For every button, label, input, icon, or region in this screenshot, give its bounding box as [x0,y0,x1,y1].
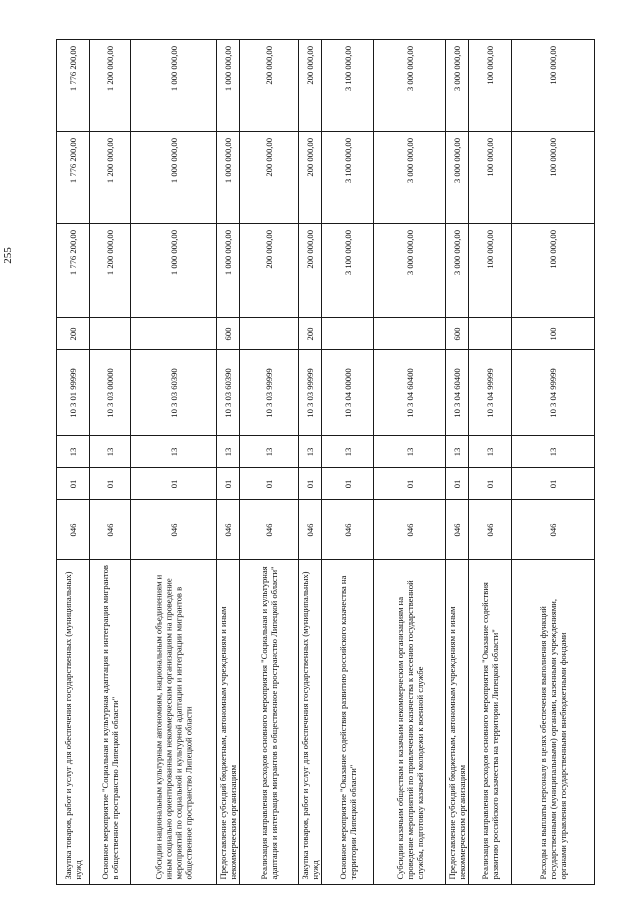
cell-name [130,559,217,885]
cell-sum-3 [373,39,446,132]
cell-sum-2 [56,131,90,224]
cell-sum-2 [89,131,131,224]
cell-text: 3 100 000,00 [342,137,353,183]
cell-text: 13 [484,447,495,456]
cell-text: Субсидии национальным культурным автономиям, национальным объединениям и иным социально ориентированным некоммерческим организациям на проведение мероприятий по социальной и культурной адаптации и интеграции мигрантов в общественное пространство Липецкой области [153,574,194,880]
cell-text: 10 3 04 99999 [484,367,495,418]
cell-subsection [511,435,595,468]
page-number-text: 255 [1,246,14,264]
cell-name [373,559,446,885]
cell-text: 13 [168,447,179,456]
cell-sum-1 [56,223,90,318]
cell-text: 10 3 04 00000 [342,367,353,418]
cell-sum-2 [321,131,374,224]
cell-text: 13 [263,447,274,456]
cell-section [56,467,90,500]
cell-sum-1 [468,223,512,318]
cell-sum-1 [373,223,446,318]
cell-text: Закупка товаров, работ и услуг для обеспечения государственных (муниципальных) нужд [62,571,83,880]
cell-text: Расходы на выплаты персоналу в целях обеспечения выполнения функций государственными (муниципальными) органами, казенными учреждениями, органами управления государственными внебюджетными фондами [537,598,569,880]
cell-section [373,467,446,500]
cell-name [511,559,595,885]
cell-name [321,559,374,885]
cell-text: 01 [404,479,415,488]
cell-sum-3 [216,39,240,132]
cell-text: 3 000 000,00 [404,45,415,91]
cell-sum-2 [130,131,217,224]
cell-sum-1 [321,223,374,318]
cell-text: 3 100 000,00 [342,229,353,275]
cell-sum-2 [373,131,446,224]
cell-text: 046 [304,523,315,536]
cell-text: 100 000,00 [547,229,558,269]
cell-ministry [511,499,595,560]
cell-text: Субсидии казачьим обществам и казачьим некоммерческим организациям на проведение мероприятий по привлечению казачества к несению государственной службы, подготовку казачьей молодежи к военной службе [394,580,425,880]
cell-target [373,349,446,436]
cell-sum-1 [298,223,322,318]
cell-text: 13 [404,447,415,456]
cell-text: 1 200 000,00 [104,229,115,275]
cell-text: 10 3 03 60390 [222,367,233,418]
cell-text: 046 [342,523,353,536]
cell-text: 100 000,00 [484,45,495,85]
cell-expense [130,317,217,350]
cell-subsection [373,435,446,468]
cell-ministry [321,499,374,560]
cell-text: 046 [404,523,415,536]
cell-text: 01 [451,479,462,488]
cell-target [298,349,322,436]
cell-text: 10 3 03 99999 [304,367,315,418]
cell-text: 1 000 000,00 [222,45,233,91]
cell-text: 046 [222,523,233,536]
cell-text: 200 000,00 [263,45,274,85]
cell-section [321,467,374,500]
cell-subsection [239,435,299,468]
cell-text: 100 000,00 [547,45,558,85]
cell-text: 1 200 000,00 [104,137,115,183]
cell-text: 10 3 01 99999 [67,367,78,418]
cell-text: 046 [67,523,78,536]
cell-section [216,467,240,500]
cell-section [445,467,469,500]
cell-subsection [216,435,240,468]
cell-text: 01 [304,479,315,488]
cell-target [321,349,374,436]
cell-text: 1 000 000,00 [168,45,179,91]
cell-text: Предоставление субсидий бюджетным, автономным учреждениям и иным некоммерческим организациям [446,606,467,880]
cell-sum-3 [321,39,374,132]
cell-name [445,559,469,885]
cell-sum-3 [511,39,595,132]
cell-text: 10 3 04 60400 [404,367,415,418]
cell-text: Реализация направления расходов основного мероприятия "Социальная и культурная адаптация и интеграция мигрантов в общественное пространство Липецкой области" [258,566,279,880]
cell-subsection [321,435,374,468]
cell-text: 13 [104,447,115,456]
cell-subsection [468,435,512,468]
cell-text: 13 [547,447,558,456]
cell-text: 100 [547,327,558,340]
cell-sum-2 [445,131,469,224]
cell-text: 1 776 200,00 [67,45,78,91]
cell-text: 01 [104,479,115,488]
cell-sum-1 [130,223,217,318]
cell-expense [373,317,446,350]
cell-sum-3 [468,39,512,132]
cell-text: 200 [304,327,315,340]
cell-text: 01 [484,479,495,488]
cell-text: 100 000,00 [484,137,495,177]
cell-name [89,559,131,885]
cell-name [239,559,299,885]
cell-target [511,349,595,436]
cell-sum-3 [298,39,322,132]
cell-ministry [89,499,131,560]
cell-text: 01 [222,479,233,488]
cell-target [89,349,131,436]
cell-text: 046 [263,523,274,536]
cell-text: 3 000 000,00 [404,137,415,183]
cell-text: 046 [451,523,462,536]
cell-target [130,349,217,436]
cell-subsection [445,435,469,468]
cell-text: 100 000,00 [547,137,558,177]
cell-ministry [130,499,217,560]
cell-text: 1 776 200,00 [67,137,78,183]
cell-name [56,559,90,885]
cell-text: 200 000,00 [263,137,274,177]
cell-sum-3 [445,39,469,132]
cell-text: Основное мероприятие "Оказание содействия развитию российского казачества на территории Липецкой области" [337,575,358,880]
cell-text: 200 000,00 [304,137,315,177]
cell-ministry [373,499,446,560]
cell-text: 3 100 000,00 [342,45,353,91]
cell-name [468,559,512,885]
cell-section [468,467,512,500]
cell-target [216,349,240,436]
cell-ministry [445,499,469,560]
cell-sum-2 [216,131,240,224]
cell-text: 10 3 03 99999 [263,367,274,418]
cell-text: Закупка товаров, работ и услуг для обеспечения государственных (муниципальных) нужд [299,571,320,880]
cell-sum-1 [445,223,469,318]
cell-text: 01 [263,479,274,488]
cell-text: 200 [67,327,78,340]
cell-text: 3 000 000,00 [451,45,462,91]
cell-text: 13 [67,447,78,456]
cell-sum-3 [239,39,299,132]
cell-text: 046 [484,523,495,536]
cell-ministry [56,499,90,560]
cell-text: 13 [342,447,353,456]
cell-text: 10 3 04 99999 [547,367,558,418]
cell-expense [468,317,512,350]
cell-text: 1 000 000,00 [168,229,179,275]
cell-ministry [298,499,322,560]
cell-text: 046 [104,523,115,536]
cell-sum-2 [239,131,299,224]
cell-target [239,349,299,436]
cell-text: 1 776 200,00 [67,229,78,275]
cell-text: 600 [451,327,462,340]
cell-ministry [216,499,240,560]
cell-expense [239,317,299,350]
cell-text: 1 000 000,00 [222,137,233,183]
cell-text: 1 000 000,00 [222,229,233,275]
cell-expense [56,317,90,350]
cell-sum-3 [130,39,217,132]
cell-text: 10 3 03 00000 [104,367,115,418]
cell-expense [321,317,374,350]
cell-text: 01 [547,479,558,488]
cell-section [239,467,299,500]
cell-sum-2 [511,131,595,224]
cell-subsection [298,435,322,468]
cell-name [216,559,240,885]
cell-section [511,467,595,500]
cell-text: 10 3 04 60400 [451,367,462,418]
cell-sum-1 [239,223,299,318]
cell-subsection [130,435,217,468]
cell-text: 1 000 000,00 [168,137,179,183]
cell-ministry [239,499,299,560]
cell-text: 13 [304,447,315,456]
cell-sum-1 [511,223,595,318]
cell-text: 13 [222,447,233,456]
cell-text: 600 [222,327,233,340]
cell-text: 10 3 03 60390 [168,367,179,418]
cell-expense [216,317,240,350]
cell-text: Предоставление субсидий бюджетным, автономным учреждениям и иным некоммерческим организациям [217,606,238,880]
cell-text: Реализация направления расходов основного мероприятия "Оказание содействия развитию российского казачества на территории Липецкой области" [479,582,500,880]
cell-name [298,559,322,885]
cell-text: 200 000,00 [304,45,315,85]
cell-expense [511,317,595,350]
cell-target [468,349,512,436]
cell-text: 046 [168,523,179,536]
cell-text: 200 000,00 [263,229,274,269]
cell-text: 200 000,00 [304,229,315,269]
cell-subsection [89,435,131,468]
cell-sum-1 [89,223,131,318]
cell-text: 01 [67,479,78,488]
cell-text: 3 000 000,00 [404,229,415,275]
cell-sum-3 [89,39,131,132]
cell-ministry [468,499,512,560]
cell-expense [89,317,131,350]
cell-section [89,467,131,500]
cell-sum-3 [56,39,90,132]
cell-text: Основное мероприятие "Социальная и культурная адаптация и интеграция мигрантов в общественное пространство Липецкой области" [99,565,120,880]
cell-text: 046 [547,523,558,536]
cell-sum-1 [216,223,240,318]
cell-text: 01 [168,479,179,488]
cell-target [56,349,90,436]
cell-sum-2 [468,131,512,224]
cell-subsection [56,435,90,468]
cell-sum-2 [298,131,322,224]
cell-expense [445,317,469,350]
cell-expense [298,317,322,350]
cell-text: 1 200 000,00 [104,45,115,91]
cell-section [130,467,217,500]
cell-text: 3 000 000,00 [451,229,462,275]
cell-text: 13 [451,447,462,456]
cell-text: 01 [342,479,353,488]
cell-section [298,467,322,500]
cell-text: 100 000,00 [484,229,495,269]
cell-text: 3 000 000,00 [451,137,462,183]
cell-target [445,349,469,436]
